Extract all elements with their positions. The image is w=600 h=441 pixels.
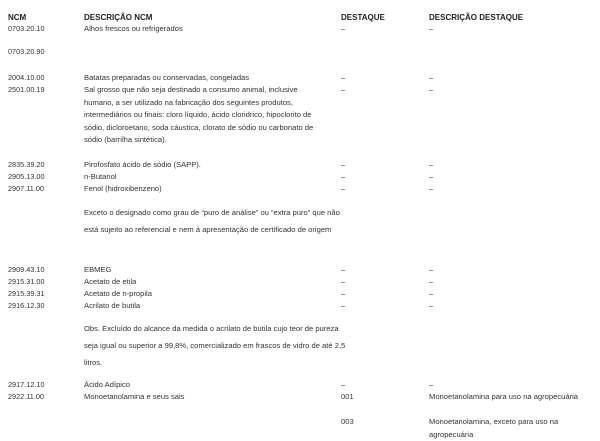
destaque-description: – — [429, 172, 434, 181]
ncm-code: 2915.31.00 — [8, 277, 45, 286]
destaque-description: – — [429, 24, 434, 33]
ncm-code: 0703.20.10 — [8, 24, 45, 33]
header-descricao-ncm: DESCRIÇÃO NCM — [84, 13, 153, 22]
destaque-description: – — [429, 85, 434, 94]
ncm-description: Sal grosso que não seja destinado a consumo animal, inclusive humano, a ser utilizado na fabricação dos seguintes produtos, intermediários ou finais: cloro líquido, ácido cloridrico, hipoclorito de sódio, dicloroetano, soda cáustica, clorato de sódio ou carbonato de sódio (barrilha sintética). — [84, 85, 314, 145]
destaque-code: 003 — [341, 417, 354, 426]
destaque-code: – — [341, 265, 346, 274]
ncm-description: Batatas preparadas ou conservadas, congeladas — [84, 73, 250, 82]
ncm-code: 2004.10.00 — [8, 73, 45, 82]
destaque-description: – — [429, 160, 434, 169]
header-ncm: NCM — [8, 13, 27, 22]
header-descricao-destaque: DESCRIÇÃO DESTAQUE — [429, 13, 524, 22]
ncm-description: Acrilato de butila — [84, 301, 141, 310]
destaque-code: – — [341, 277, 346, 286]
destaque-code: – — [341, 301, 346, 310]
ncm-description: Acetato de n-propila — [84, 289, 152, 298]
destaque-description: – — [429, 277, 434, 286]
ncm-code: 2905.13.00 — [8, 172, 45, 181]
ncm-code: 2501.00.19 — [8, 85, 45, 94]
destaque-description: Monoetanolamina para uso na agropecuária — [429, 392, 579, 401]
ncm-description: Pirofosfato ácido de sódio (SAPP). — [84, 160, 201, 169]
destaque-description: – — [429, 184, 434, 193]
ncm-description: EBMEG — [84, 265, 112, 274]
destaque-description: – — [429, 289, 434, 298]
destaque-code: – — [341, 160, 346, 169]
note-acrilato: Obs. Excluído do alcance da medida o acrilato de butila cujo teor de pureza seja igual ou superior a 99,8%, comercializado em frascos de vidro de até 2,5 litros. — [84, 324, 346, 367]
destaque-code: – — [341, 24, 346, 33]
ncm-code: 2916.12.30 — [8, 301, 45, 310]
ncm-description: Acetato de etila — [84, 277, 137, 286]
destaque-code: 001 — [341, 392, 354, 401]
destaque-description: – — [429, 265, 434, 274]
destaque-description: – — [429, 380, 434, 389]
destaque-description: – — [429, 73, 434, 82]
ncm-code: 2917.12.10 — [8, 380, 45, 389]
destaque-description: Monoetanolamina, exceto para uso na agropecuária — [429, 417, 559, 439]
ncm-description: Alhos frescos ou refrigerados — [84, 24, 183, 33]
header-destaque: DESTAQUE — [341, 13, 385, 22]
destaque-code: – — [341, 184, 346, 193]
ncm-description: Ácido Adípico — [84, 380, 131, 389]
ncm-description: n-Butanol — [84, 172, 117, 181]
ncm-description: Fenol (hidroxibenzeno) — [84, 184, 162, 193]
destaque-description: – — [429, 301, 434, 310]
destaque-code: – — [341, 172, 346, 181]
destaque-code: – — [341, 289, 346, 298]
destaque-code: – — [341, 73, 346, 82]
ncm-code: 2909.43.10 — [8, 265, 45, 274]
note-fenol: Exceto o designado como grau de “puro de análise” ou “extra puro” que não está sujeito ao referencial e nem à apresentação de certificado de origem — [84, 208, 340, 234]
ncm-code: 0703.20.90 — [8, 47, 45, 56]
ncm-code: 2922.11.00 — [8, 392, 44, 401]
destaque-code: – — [341, 380, 346, 389]
ncm-code: 2915.39.31 — [8, 289, 45, 298]
ncm-code: 2835.39.20 — [8, 160, 45, 169]
ncm-code: 2907.11.00 — [8, 184, 44, 193]
ncm-description: Monoetanolamina e seus sais — [84, 392, 185, 401]
destaque-code: – — [341, 85, 346, 94]
